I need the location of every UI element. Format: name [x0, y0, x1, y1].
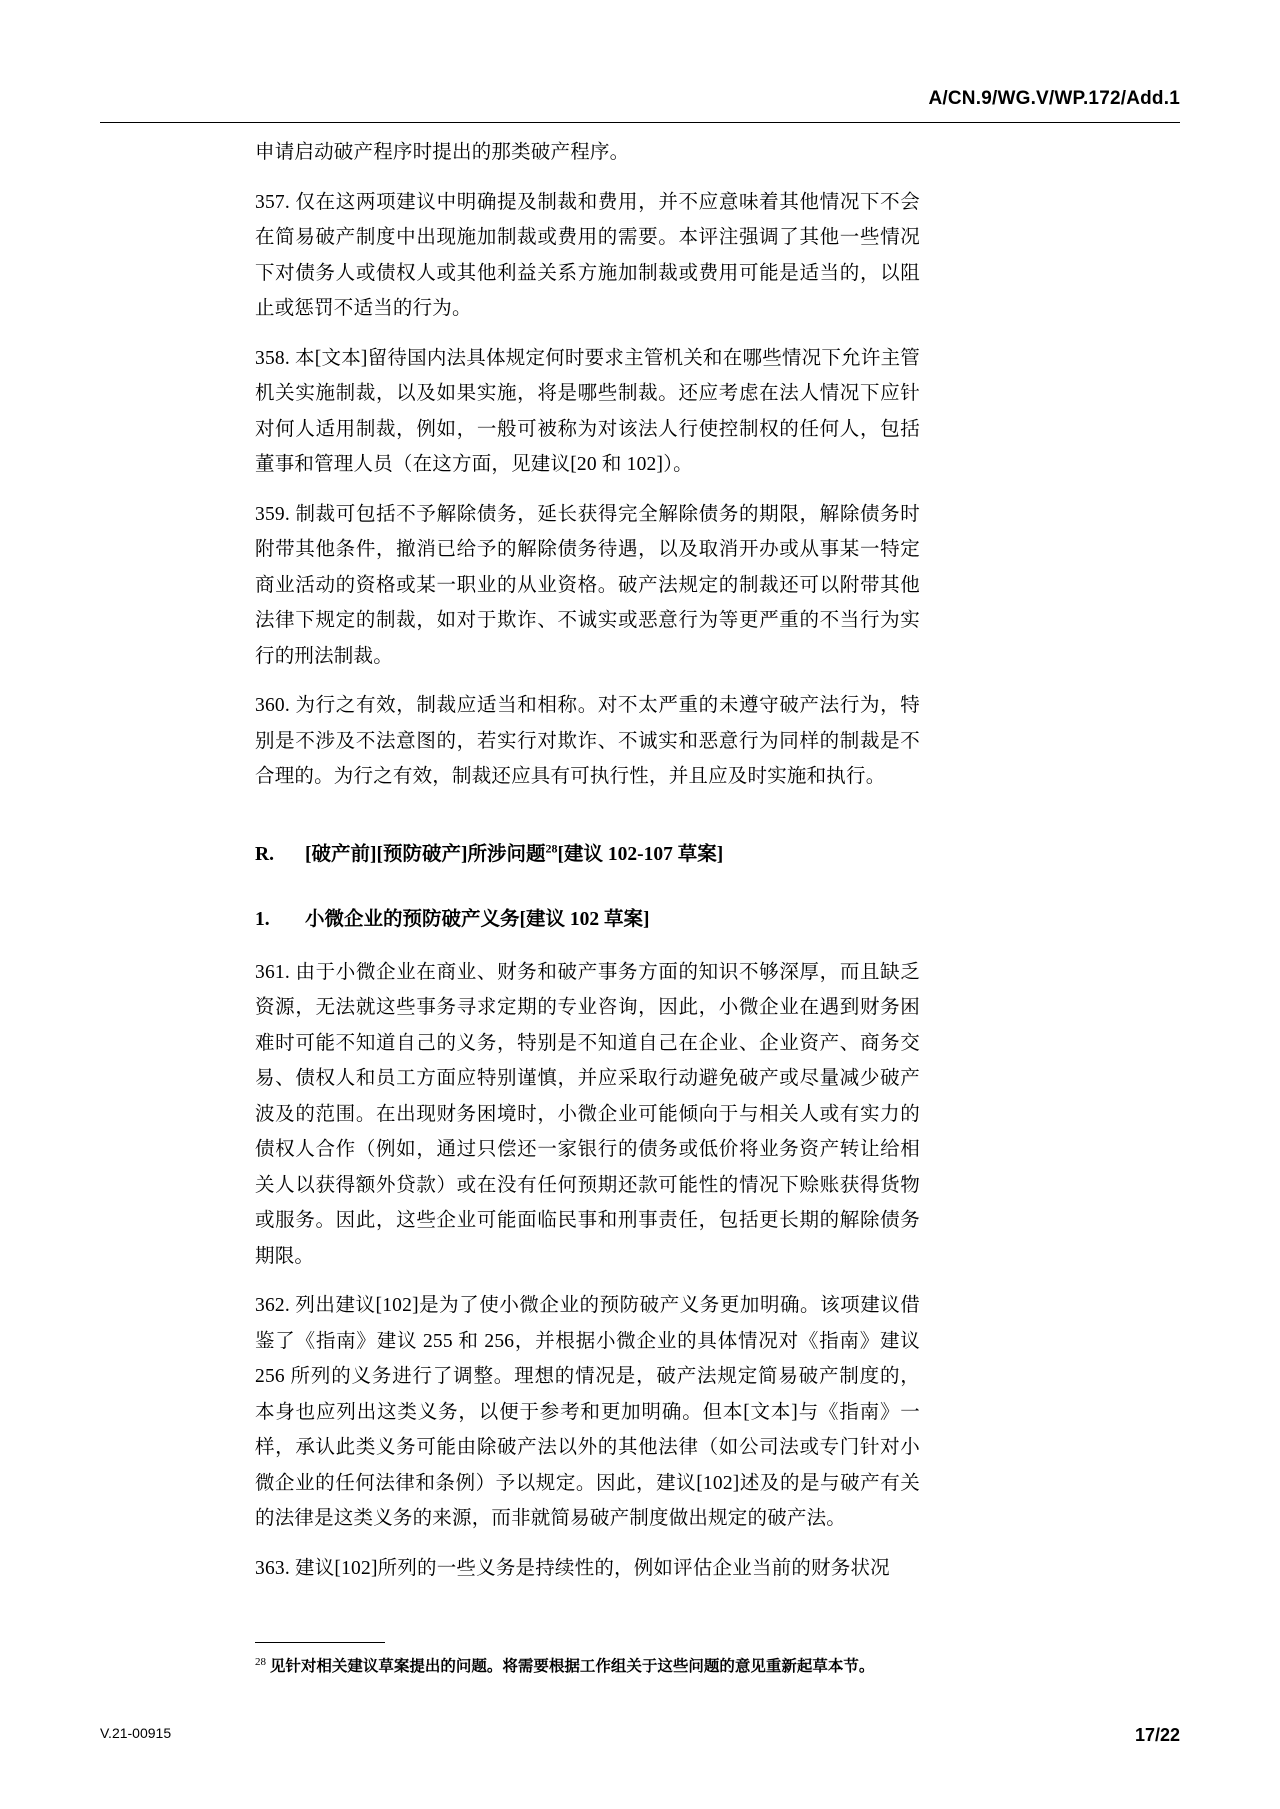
paragraph-continuation: 申请启动破产程序时提出的那类破产程序。 — [255, 142, 630, 163]
header-divider — [100, 122, 1180, 123]
subsection-heading-1 — [255, 902, 920, 937]
section-title-after: [建议 102-107 草案] — [557, 843, 724, 865]
spacer — [255, 872, 920, 902]
document-body — [255, 135, 920, 1586]
paragraph-357: 357. 仅在这两项建议中明确提及制裁和费用，并不应意味着其他情况下不会在简易破产制度中出现施加制裁或费用的需要。本评注强调了其他一些情况下对债务人或债权人或其他利益关系方施加制裁或费用可能是适当的，以阻止或惩罚不适当的行为。 — [255, 191, 920, 319]
paragraph-363: 363. 建议[102]所列的一些义务是持续性的，例如评估企业当前的财务状况 — [255, 1557, 890, 1579]
footer-page-number: 17/22 — [1134, 1725, 1180, 1745]
footnote-number: 28 — [255, 1655, 266, 1668]
subsection-label: 1. — [255, 908, 270, 930]
spacer — [255, 674, 920, 688]
section-label: R. — [255, 843, 274, 865]
spacer — [255, 795, 920, 837]
spacer — [255, 937, 920, 955]
footnote-ref-28[interactable]: 28 — [545, 841, 558, 855]
section-title-before: [破产前][预防破产]所涉问题 — [305, 843, 546, 865]
footnote-28 — [255, 1655, 920, 1679]
paragraph-362: 362. 列出建议[102]是为了使小微企业的预防破产义务更加明确。该项建议借鉴了《指南》建议 255 和 256，并根据小微企业的具体情况对《指南》建议 256 所列的义务进行了调整。理想的情况是，破产法规定简易破产制度的，本身也应列出这类义务，以便于参考和更加明确。但本[文本]与《指南》一样，承认此类义务可能由除破产法以外的其他法律（如公司法或专门针对小微企业的任何法律和条例）予以规定。因此，建议[102]述及的是与破产有关的法律是这类义务的来源，而非就简易破产制度做出规定的破产法。 — [255, 1295, 920, 1529]
footnote-divider — [255, 1642, 385, 1643]
paragraph-360: 360. 为行之有效，制裁应适当和相称。对不太严重的未遵守破产法行为，特别是不涉及不法意图的，若实行对欺诈、不诚实和恶意行为同样的制裁是不合理的。为行之有效，制裁还应具有可执行性，并且应及时实施和执行。 — [255, 695, 920, 787]
section-title — [305, 837, 920, 872]
document-symbol-header: A/CN.9/WG.V/WP.172/Add.1 — [928, 88, 1180, 109]
spacer — [255, 327, 920, 341]
subsection-title: 小微企业的预防破产义务[建议 102 草案] — [305, 908, 650, 930]
paragraph-361: 361. 由于小微企业在商业、财务和破产事务方面的知识不够深厚，而且缺乏资源，无法就这些事务寻求定期的专业咨询，因此，小微企业在遇到财务困难时可能不知道自己的义务，特别是不知道自己在企业、企业资产、商务交易、债权人和员工方面应特别谨慎，并应采取行动避免破产或尽量减少破产波及的范围。在出现财务困境时，小微企业可能倾向于与相关人或有实力的债权人合作（例如，通过只偿还一家银行的债务或低价将业务资产转让给相关人以获得额外贷款）或在没有任何预期还款可能性的情况下赊账获得货物或服务。因此，这些企业可能面临民事和刑事责任，包括更长期的解除债务期限。 — [255, 961, 920, 1267]
section-heading-R — [255, 837, 920, 872]
paragraph-359: 359. 制裁可包括不予解除债务，延长获得完全解除债务的期限，解除债务时附带其他条件，撤消已给予的解除债务待遇，以及取消开办或从事某一特定商业活动的资格或某一职业的从业资格。破产法规定的制裁还可以附带其他法律下规定的制裁，如对于欺诈、不诚实或恶意行为等更严重的不当行为实行的刑法制裁。 — [255, 503, 920, 667]
footnote-text: 见针对相关建议草案提出的问题。将需要根据工作组关于这些问题的意见重新起草本节。 — [269, 1658, 875, 1675]
paragraph-358: 358. 本[文本]留待国内法具体规定何时要求主管机关和在哪些情况下允许主管机关实施制裁，以及如果实施，将是哪些制裁。还应考虑在法人情况下应针对何人适用制裁，例如，一般可被称为对该法人行使控制权的任何人，包括董事和管理人员（在这方面，见建议[20 和 102]）。 — [255, 347, 920, 475]
spacer — [255, 1537, 920, 1551]
spacer — [255, 1274, 920, 1288]
spacer — [255, 483, 920, 497]
spacer — [255, 171, 920, 185]
footer-job-number: V.21-00915 — [100, 1725, 172, 1741]
